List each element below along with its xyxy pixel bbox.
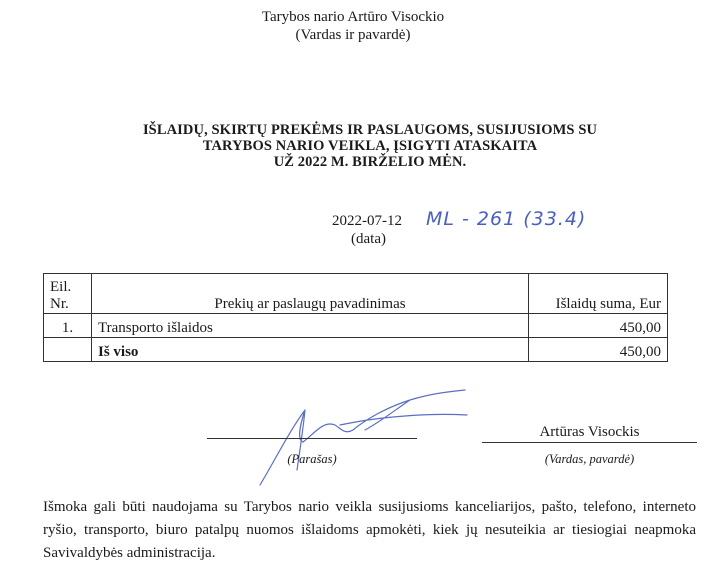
total-empty-cell (44, 338, 92, 362)
header-sum: Išlaidų suma, Eur (529, 274, 668, 314)
title-line-2: TARYBOS NARIO VEIKLA, ĮSIGYTI ATASKAITA (202, 138, 538, 154)
signer-name: Artūras Visockis (539, 424, 640, 440)
header (0, 8, 706, 44)
signature-image (245, 380, 475, 490)
title-line-1: IŠLAIDŲ, SKIRTŲ PREKĖMS IR PASLAUGOMS, SUSIJUSIOMS SU (142, 122, 598, 138)
header-no: Eil. Nr. (44, 274, 92, 314)
report-title (0, 122, 706, 170)
date-caption: (data) (351, 231, 386, 247)
signature-line (207, 438, 417, 439)
table-row (44, 314, 668, 338)
footer-paragraph: Išmoka gali būti naudojama su Tarybos nario veikla susijusioms kanceliarijos, pašto, telefono, interneto ryšio, transporto, biuro patalpų nuomos išlaidoms apmokėti, kiek jų nesuteikia ar tiesiogiai neapmoka Savivaldybės administracija. (43, 499, 696, 561)
report-date: 2022-07-12 (332, 213, 402, 229)
table-header-row (44, 274, 668, 314)
row-name: Transporto išlaidos (92, 314, 529, 338)
signer-name-caption: (Vardas, pavardė) (544, 452, 635, 466)
expense-table (43, 273, 668, 362)
name-caption: (Vardas ir pavardė) (295, 27, 411, 43)
handwritten-registration: ML - 261 (33.4) (426, 208, 587, 230)
signature-caption: (Parašas) (287, 452, 337, 466)
title-line-3: UŽ 2022 M. BIRŽELIO MĖN. (273, 154, 467, 170)
name-line (482, 442, 697, 443)
row-no: 1. (44, 314, 92, 338)
council-member-name: Tarybos nario Artūro Visockio (261, 9, 445, 25)
total-label: Iš viso (92, 338, 529, 362)
header-name: Prekių ar paslaugų pavadinimas (92, 274, 529, 314)
row-sum: 450,00 (529, 314, 668, 338)
total-sum: 450,00 (529, 338, 668, 362)
table-total-row (44, 338, 668, 362)
